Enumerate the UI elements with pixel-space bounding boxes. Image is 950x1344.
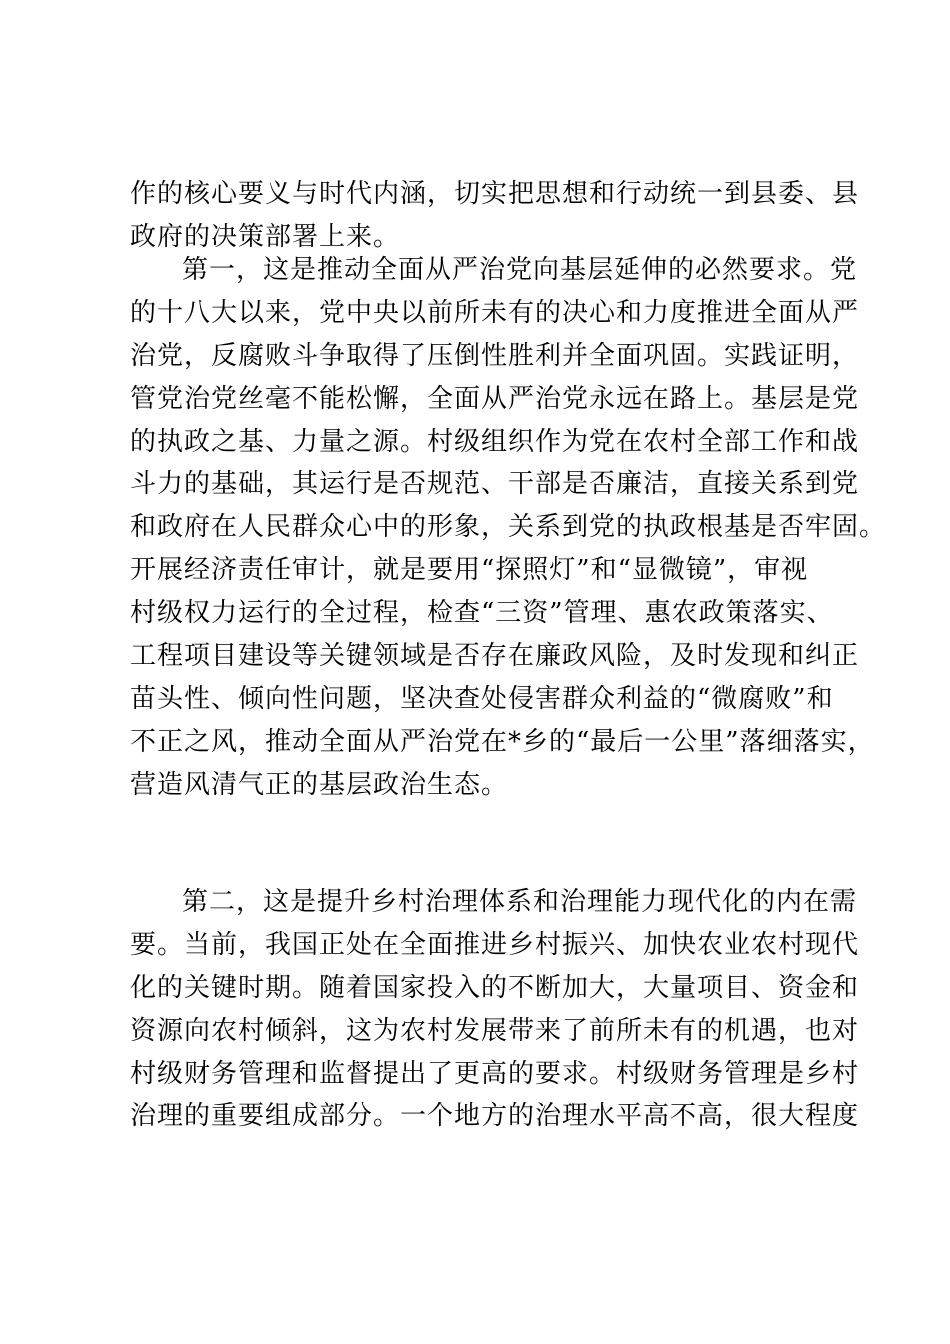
text-line: 治党，反腐败斗争取得了压倒性胜利并全面巩固。实践证明，	[130, 340, 860, 371]
text-line: 第一，这是推动全面从严治党向基层延伸的必然要求。党	[182, 255, 858, 285]
text-line: 斗力的基础，其运行是否规范、干部是否廉洁，直接关系到党	[130, 469, 860, 500]
text-line: 治理的重要组成部分。一个地方的治理水平高不高，很大程度	[130, 1101, 860, 1132]
text-line: 营造风清气正的基层政治生态。	[130, 769, 509, 800]
text-line: 村级权力运行的全过程，检查“三资”管理、惠农政策落实、	[130, 598, 834, 629]
text-line: 化的关键时期。随着国家投入的不断加大，大量项目、资金和	[130, 972, 860, 1003]
text-line: 资源向农村倾斜，这为农村发展带来了前所未有的机遇，也对	[130, 1015, 860, 1046]
text-line: 的执政之基、力量之源。村级组织作为党在农村全部工作和战	[130, 426, 860, 457]
paragraph-continuation	[130, 174, 860, 260]
text-line: 村级财务管理和监督提出了更高的要求。村级财务管理是乡村	[130, 1058, 860, 1089]
text-line: 第二，这是提升乡村治理体系和治理能力现代化的内在需	[182, 887, 858, 917]
text-line: 工程项目建设等关键领域是否存在廉政风险，及时发现和纠正	[130, 641, 860, 672]
text-line: 政府的决策部署上来。	[130, 221, 401, 252]
text-line: 要。当前，我国正处在全面推进乡村振兴、加快农业农村现代	[130, 929, 860, 960]
text-line: 开展经济责任审计，就是要用“探照灯”和“显微镜”，审视	[130, 555, 809, 586]
text-line: 苗头性、倾向性问题，坚决查处侵害群众利益的“微腐败”和	[130, 683, 834, 714]
paragraph-second-point	[130, 882, 860, 1139]
text-line: 管党治党丝毫不能松懈，全面从严治党永远在路上。基层是党	[130, 383, 860, 414]
paragraph-first-point	[130, 250, 887, 808]
text-line: 和政府在人民群众心中的形象，关系到党的执政根基是否牢固。	[130, 512, 887, 543]
text-line: 不正之风，推动全面从严治党在*乡的“最后一公里”落细落实，	[130, 726, 875, 757]
text-line: 的十八大以来，党中央以前所未有的决心和力度推进全面从严	[130, 297, 860, 328]
text-line: 作的核心要义与时代内涵，切实把思想和行动统一到县委、县	[130, 179, 860, 209]
